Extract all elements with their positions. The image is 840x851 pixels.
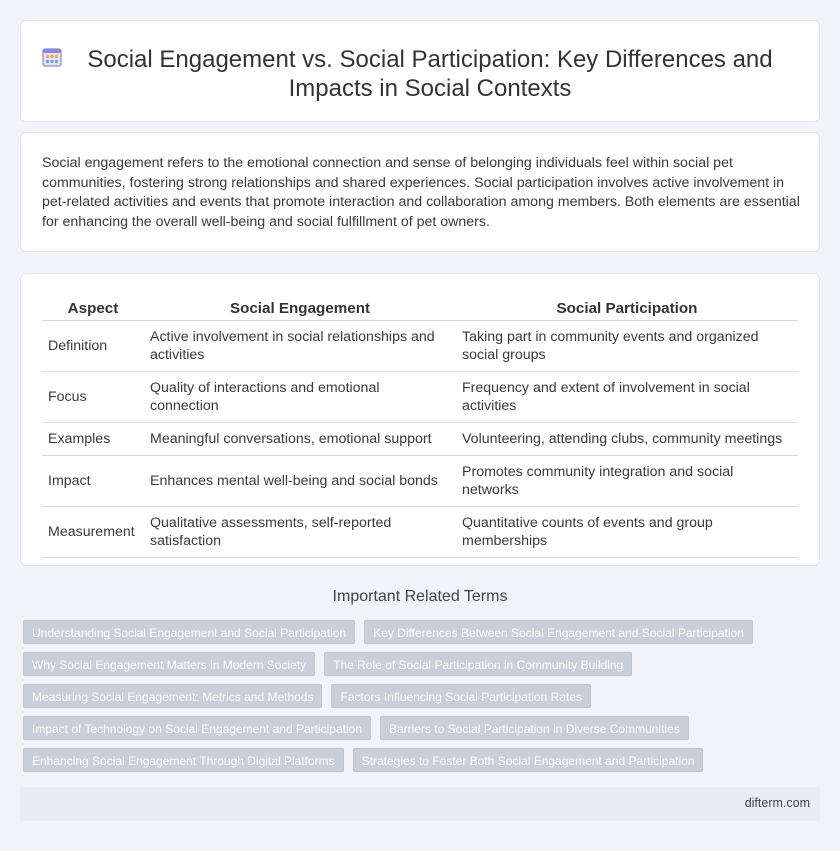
table-row [42, 371, 798, 422]
participation-cell: Volunteering, attending clubs, community meetings [456, 422, 798, 455]
related-term-link[interactable]: Strategies to Foster Both Social Engagement and Participation [353, 748, 704, 772]
related-terms-list [23, 620, 803, 780]
related-term-link[interactable]: Key Differences Between Social Engagement and Social Participation [364, 620, 753, 644]
aspect-cell: Definition [42, 320, 144, 371]
engagement-cell: Qualitative assessments, self-reported satisfaction [144, 506, 456, 557]
related-terms-heading: Important Related Terms [332, 588, 508, 605]
related-term-link[interactable]: Understanding Social Engagement and Social Participation [23, 620, 355, 644]
aspect-cell: Impact [42, 455, 144, 506]
engagement-cell: Quality of interactions and emotional connection [144, 371, 456, 422]
related-term-link[interactable]: Barriers to Social Participation in Diverse Communities [380, 716, 689, 740]
table-row [42, 422, 798, 455]
header-social-participation: Social Participation [456, 294, 798, 320]
tag-row [23, 620, 803, 644]
intro-card [20, 132, 820, 252]
aspect-cell: Focus [42, 371, 144, 422]
header-aspect: Aspect [42, 294, 144, 320]
table-row [42, 455, 798, 506]
comparison-card [20, 273, 820, 566]
participation-cell: Quantitative counts of events and group memberships [456, 506, 798, 557]
engagement-cell: Active involvement in social relationships and activities [144, 320, 456, 371]
tag-row [23, 684, 803, 708]
table-row [42, 320, 798, 371]
aspect-cell: Examples [42, 422, 144, 455]
intro-paragraph: Social engagement refers to the emotional connection and sense of belonging individuals feel within social pet communities, fostering strong relationships and shared experiences. Social participation involves active involvement in pet-related activities and events that promote interaction and collaboration among members. Both elements are essential for enhancing the overall well-being and social fulfillment of pet owners. [42, 155, 800, 230]
related-term-link[interactable]: Measuring Social Engagement: Metrics and Methods [23, 684, 322, 708]
page-title: Social Engagement vs. Social Participation: Key Differences and Impacts in Social Contexts [87, 46, 773, 102]
table-header-row [42, 294, 798, 320]
header-social-engagement: Social Engagement [144, 294, 456, 320]
related-term-link[interactable]: Factors Influencing Social Participation Rates [331, 684, 590, 708]
engagement-cell: Enhances mental well-being and social bonds [144, 455, 456, 506]
participation-cell: Taking part in community events and organized social groups [456, 320, 798, 371]
related-term-link[interactable]: Why Social Engagement Matters in Modern Society [23, 652, 315, 676]
related-term-link[interactable]: Impact of Technology on Social Engagement and Participation [23, 716, 371, 740]
calendar-icon [41, 46, 63, 68]
tag-row [23, 652, 803, 676]
engagement-cell: Meaningful conversations, emotional support [144, 422, 456, 455]
footer [20, 787, 820, 821]
related-term-link[interactable]: Enhancing Social Engagement Through Digital Platforms [23, 748, 344, 772]
tag-row [23, 748, 803, 772]
comparison-table [42, 294, 798, 558]
participation-cell: Promotes community integration and social networks [456, 455, 798, 506]
tag-row [23, 716, 803, 740]
aspect-cell: Measurement [42, 506, 144, 557]
footer-site-link[interactable]: difterm.com [744, 796, 810, 810]
related-term-link[interactable]: The Role of Social Participation in Community Building [324, 652, 632, 676]
participation-cell: Frequency and extent of involvement in social activities [456, 371, 798, 422]
table-row [42, 506, 798, 557]
title-card [20, 20, 820, 122]
